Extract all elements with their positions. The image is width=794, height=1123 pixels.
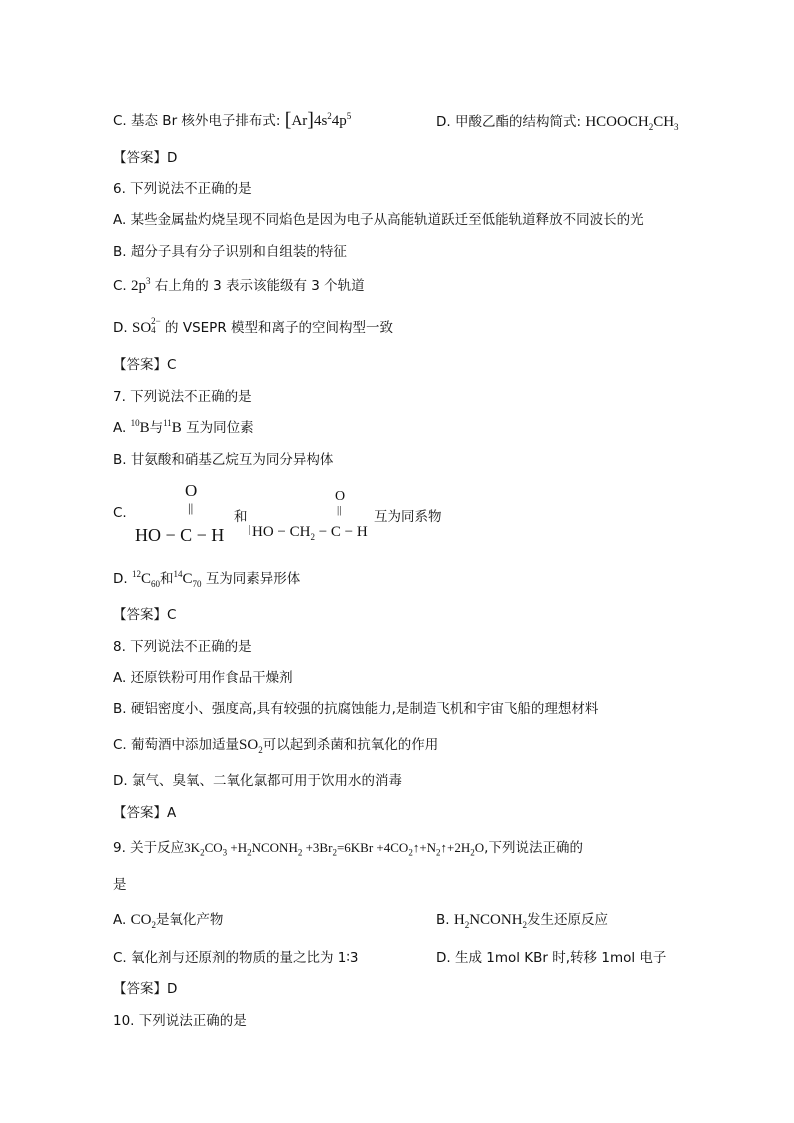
q7-structure-formic-acid: O || HO − C − H	[135, 481, 225, 545]
q8-option-c-formula: $SO_2$	[239, 737, 263, 755]
q7-option-c-suffix: 互为同系物	[374, 509, 442, 525]
q6-stem: 6. 下列说法不正确的是	[113, 181, 252, 197]
q8-option-a: A. 还原铁粉可用作食品干燥剂	[113, 670, 293, 686]
q7-structure-glycolaldehyde: O || HO − $CH_2 - C - H$	[252, 489, 377, 549]
q7-option-a-formula: $^{10}$B	[130, 418, 150, 436]
q9-answer: 【答案】D	[113, 981, 178, 997]
q6-option-c: C. $2p^3$ 右上角的 3 表示该能级有 3 个轨道	[113, 276, 365, 294]
q5-option-c-text: 基态 Br 核外电子排布式:	[131, 113, 281, 129]
q6-option-c-formula: $2p^3$	[131, 276, 151, 294]
q5-option-d-formula: $HCOOCH_2CH_3$	[585, 114, 679, 132]
q7-answer: 【答案】C	[113, 607, 177, 623]
q6-option-d-formula: SO 2− 4	[131, 315, 161, 336]
q9-option-a: A. $CO_2$是氧化产物	[113, 912, 224, 930]
q8-option-b: B. 硬铝密度小、强度高,具有较强的抗腐蚀能力,是制造飞机和宇宙飞船的理想材料	[113, 701, 599, 717]
q9-stem: 9. 关于反应$3K_2CO_3$ $+H_2NCONH_2 +3Br_2=6KBr$ $+4CO_2↑+N_2↑+2H_2O$,下列说法正确的	[113, 840, 583, 858]
q5-answer: 【答案】D	[113, 150, 178, 166]
q8-answer: 【答案】A	[113, 805, 177, 821]
q9-equation: $3K_2CO_3$ $+H_2NCONH_2 +3Br_2=6KBr$ $+4CO_2↑+N_2↑+2H_2O$	[184, 840, 485, 858]
q10-stem: 10. 下列说法正确的是	[113, 1013, 247, 1029]
q8-option-c: C. 葡萄酒中添加适量$SO_2$可以起到杀菌和抗氧化的作用	[113, 737, 439, 755]
q5-option-c: C. 基态 Br 核外电子排布式: $[Ar]4s^24p^5$	[113, 109, 352, 131]
q9-stem-cont: 是	[113, 877, 127, 893]
q9-option-b: B. $H_2NCONH_2$发生还原反应	[436, 912, 609, 930]
q6-option-a: A. 某些金属盐灼烧呈现不同焰色是因为电子从高能轨道跃迁至低能轨道释放不同波长的光	[113, 212, 644, 228]
q7-stem: 7. 下列说法不正确的是	[113, 389, 252, 405]
q6-option-d: D. SO 2− 4 的 VSEPR 模型和离子的空间构型一致	[113, 315, 393, 336]
q7-option-c-and: 和	[234, 509, 248, 525]
q9-option-b-formula: $H_2NCONH_2$	[453, 912, 528, 930]
q9-option-a-formula: $CO_2$	[130, 912, 156, 930]
q5-option-c-formula: $[Ar]4s^24p^5$	[284, 109, 352, 131]
q9-option-d: D. 生成 1mol KBr 时,转移 1mol 电子	[436, 950, 667, 966]
q9-option-c: C. 氧化剂与还原剂的物质的量之比为 1∶3	[113, 950, 359, 966]
q7-option-b: B. 甘氨酸和硝基乙烷互为同分异构体	[113, 452, 334, 468]
q5-option-d-text: 甲酸乙酯的结构简式:	[454, 114, 582, 130]
q8-option-d: D. 氯气、臭氧、二氧化氯都可用于饮用水的消毒	[113, 773, 402, 789]
q7-option-a: A. $^{10}$B与$^{11}$B 互为同位素	[113, 418, 254, 436]
q8-stem: 8. 下列说法不正确的是	[113, 639, 252, 655]
q7-option-c-prefix: C.	[113, 505, 127, 521]
q7-option-d-formula: $^{12}C_{60}$	[131, 569, 160, 589]
q7-option-d: D. $^{12}C_{60}$和$^{14}C_{70}$ 互为同素异形体	[113, 569, 301, 589]
q6-option-b: B. 超分子具有分子识别和自组装的特征	[113, 244, 347, 260]
q6-answer: 【答案】C	[113, 357, 177, 373]
q5-option-d: D. 甲酸乙酯的结构简式: $HCOOCH_2CH_3$	[436, 114, 679, 132]
